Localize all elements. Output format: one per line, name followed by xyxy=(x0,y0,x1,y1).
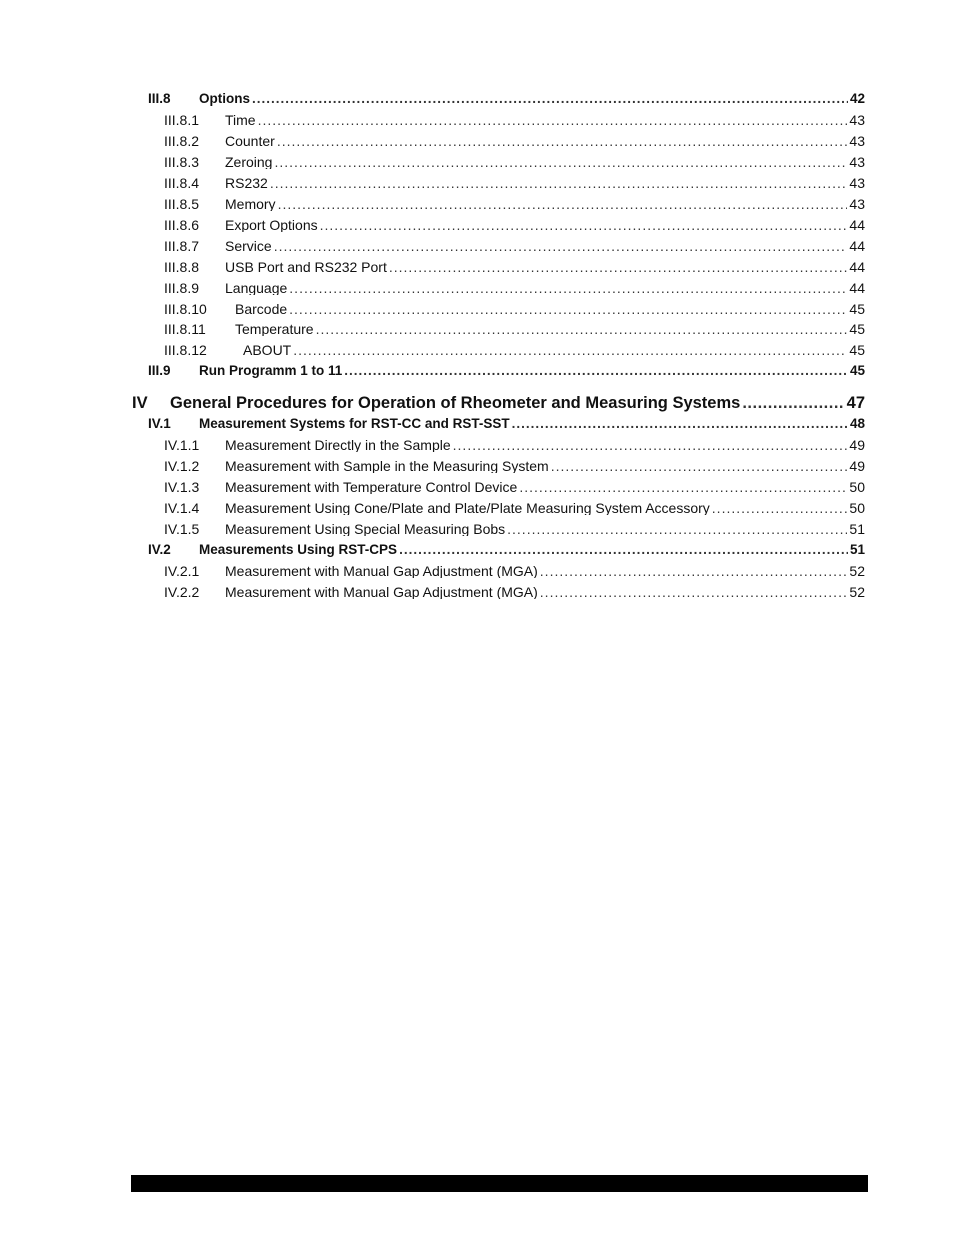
toc-entry-title: Measurement Using Cone/Plate and Plate/Plate Measuring System Accessory xyxy=(225,501,710,515)
toc-entry-number: IV.1.5 xyxy=(164,522,200,536)
toc-entry-number: III.8.1 xyxy=(164,113,200,127)
toc-entry[interactable] xyxy=(164,501,865,515)
toc-entry-page: 51 xyxy=(849,543,865,557)
toc-entry-page: 43 xyxy=(849,197,865,211)
toc-entry-title: Run Programm 1 to 11 xyxy=(199,364,343,378)
toc-entry-number: IV.1.1 xyxy=(164,438,200,452)
toc-entry-number: IV.2.2 xyxy=(164,585,200,599)
dot-leader xyxy=(274,239,848,253)
dot-leader xyxy=(389,260,848,274)
toc-entry-number: III.8.8 xyxy=(164,260,200,274)
toc-entry[interactable] xyxy=(148,364,865,378)
dot-leader xyxy=(289,281,847,295)
toc-entry-number: III.8.5 xyxy=(164,197,200,211)
toc-entry[interactable] xyxy=(164,239,865,253)
toc-entry[interactable] xyxy=(164,438,865,452)
toc-entry-title: Measurement with Manual Gap Adjustment (MGA) xyxy=(225,564,538,578)
dot-leader xyxy=(551,459,848,473)
toc-entry-page: 49 xyxy=(849,438,865,452)
toc-entry-title: General Procedures for Operation of Rheometer and Measuring Systems xyxy=(170,395,741,412)
toc-entry-page: 44 xyxy=(849,260,865,274)
toc-entry[interactable] xyxy=(164,260,865,274)
toc-entry-title: Measurement Directly in the Sample xyxy=(225,438,451,452)
toc-entry-number: III.8.6 xyxy=(164,218,200,232)
dot-leader xyxy=(344,364,848,378)
toc-entry[interactable] xyxy=(164,522,865,536)
toc-entry-page: 52 xyxy=(849,564,865,578)
dot-leader xyxy=(453,438,848,452)
toc-entry-title: Options xyxy=(199,92,250,106)
toc-entry-number: IV.1.4 xyxy=(164,501,200,515)
toc-entry[interactable] xyxy=(164,176,865,190)
toc-entry-page: 43 xyxy=(849,113,865,127)
toc-entry[interactable] xyxy=(164,564,865,578)
toc-entry-title: Language xyxy=(225,281,288,295)
toc-entry-page: 47 xyxy=(846,395,865,412)
toc-entry-number: III.8.9 xyxy=(164,281,200,295)
toc-entry-title: Zeroing xyxy=(225,155,273,169)
toc-entry-number: III.8.7 xyxy=(164,239,200,253)
dot-leader xyxy=(274,155,847,169)
toc-entry-title: Memory xyxy=(225,197,276,211)
toc-entry-number: IV xyxy=(132,395,148,412)
toc-entry-number: III.8.11 xyxy=(164,322,206,336)
toc-entry-number: IV.1.2 xyxy=(164,459,200,473)
toc-entry-number: III.8.3 xyxy=(164,155,200,169)
toc-entry-page: 45 xyxy=(849,322,865,336)
toc-entry-page: 45 xyxy=(849,343,865,357)
dot-leader xyxy=(316,322,848,336)
toc-entry[interactable] xyxy=(148,543,865,557)
toc-entry[interactable] xyxy=(164,281,865,295)
toc-entry[interactable] xyxy=(164,322,865,336)
toc-entry[interactable] xyxy=(148,417,865,431)
dot-leader xyxy=(512,417,848,431)
toc-entry[interactable] xyxy=(164,134,865,148)
toc-entry-title: Measurement with Manual Gap Adjustment (MGA) xyxy=(225,585,538,599)
toc-entry-page: 50 xyxy=(849,480,865,494)
toc-entry-page: 52 xyxy=(849,585,865,599)
toc-entry-page: 43 xyxy=(849,134,865,148)
toc-entry-title: USB Port and RS232 Port xyxy=(225,260,387,274)
toc-entry[interactable] xyxy=(164,459,865,473)
dot-leader xyxy=(507,522,847,536)
dot-leader xyxy=(252,92,848,106)
footer-bar xyxy=(131,1175,868,1192)
dot-leader xyxy=(519,480,847,494)
toc-entry-number: III.8.4 xyxy=(164,176,200,190)
toc-entry-title: Counter xyxy=(225,134,275,148)
toc-entry-number: IV.2 xyxy=(148,543,171,557)
toc-entry-title: Measurement with Temperature Control Device xyxy=(225,480,518,494)
toc-entry-number: III.8 xyxy=(148,92,171,106)
toc-entry-page: 48 xyxy=(849,417,865,431)
toc-entry-page: 42 xyxy=(849,92,865,106)
toc-entry-title: Measurement Using Special Measuring Bobs xyxy=(225,522,506,536)
dot-leader xyxy=(270,176,848,190)
toc-entry[interactable] xyxy=(164,480,865,494)
toc-entry-title: RS232 xyxy=(225,176,268,190)
toc-entry-page: 45 xyxy=(849,364,865,378)
toc-entry-number: IV.1 xyxy=(148,417,171,431)
dot-leader xyxy=(289,302,847,316)
toc-entry-number: III.8.10 xyxy=(164,302,207,316)
toc-entry[interactable] xyxy=(164,302,865,316)
toc-entry[interactable] xyxy=(164,113,865,127)
toc-entry-page: 44 xyxy=(849,239,865,253)
toc-entry[interactable] xyxy=(164,218,865,232)
toc-entry-page: 51 xyxy=(849,522,865,536)
toc-entry-number: III.8.12 xyxy=(164,343,207,357)
dot-leader xyxy=(258,113,848,127)
toc-entry-number: III.8.2 xyxy=(164,134,200,148)
toc-entry-title: ABOUT xyxy=(243,343,292,357)
toc-entry-title: Service xyxy=(225,239,272,253)
dot-leader xyxy=(293,343,847,357)
toc-entry-title: Export Options xyxy=(225,218,318,232)
dot-leader xyxy=(742,395,844,412)
toc-entry[interactable] xyxy=(164,155,865,169)
toc-entry-title: Barcode xyxy=(235,302,288,316)
toc-entry-page: 44 xyxy=(849,281,865,295)
dot-leader xyxy=(540,585,848,599)
toc-entry-page: 45 xyxy=(849,302,865,316)
dot-leader xyxy=(278,197,848,211)
toc-entry[interactable] xyxy=(164,197,865,211)
toc-entry[interactable] xyxy=(148,92,865,106)
toc-entry-title: Measurement with Sample in the Measuring System xyxy=(225,459,549,473)
toc-entry-page: 50 xyxy=(849,501,865,515)
toc-entry-number: IV.2.1 xyxy=(164,564,200,578)
toc-entry-page: 43 xyxy=(849,176,865,190)
toc-entry[interactable] xyxy=(164,585,865,599)
dot-leader xyxy=(277,134,848,148)
toc-entry-page: 44 xyxy=(849,218,865,232)
toc-chapter-entry[interactable] xyxy=(132,395,865,412)
toc-entry-title: Measurement Systems for RST-CC and RST-SST xyxy=(199,417,510,431)
toc-entry-page: 43 xyxy=(849,155,865,169)
dot-leader xyxy=(712,501,848,515)
dot-leader xyxy=(540,564,848,578)
toc-entry-title: Measurements Using RST-CPS xyxy=(199,543,398,557)
toc-entry-number: III.9 xyxy=(148,364,171,378)
dot-leader xyxy=(320,218,848,232)
dot-leader xyxy=(399,543,848,557)
toc-entry-title: Time xyxy=(225,113,256,127)
toc-entry-number: IV.1.3 xyxy=(164,480,200,494)
toc-entry[interactable] xyxy=(164,343,865,357)
toc-entry-page: 49 xyxy=(849,459,865,473)
toc-entry-title: Temperature xyxy=(235,322,314,336)
